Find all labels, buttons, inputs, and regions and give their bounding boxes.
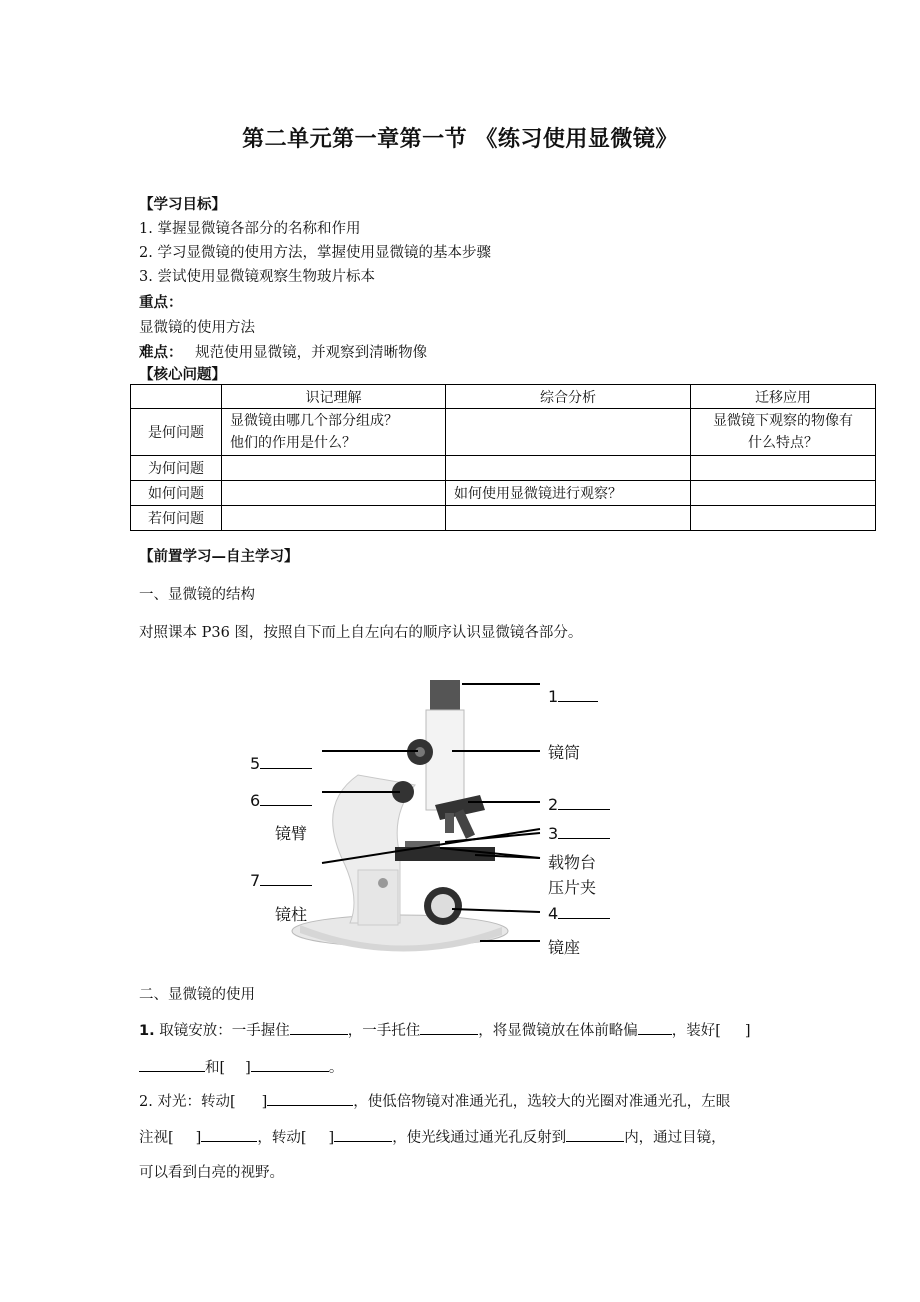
step-2-line-3: 可以看到白亮的视野。 (139, 1165, 284, 1181)
step-text: ] (328, 1130, 335, 1146)
table-row (131, 506, 876, 531)
blank-line (251, 1057, 329, 1072)
section-usage: 二、显微镜的使用 (139, 987, 255, 1003)
label-num: 7 (250, 871, 261, 890)
label-num: 1 (548, 687, 559, 706)
blank-line (558, 687, 598, 702)
label-num: 2 (548, 795, 559, 814)
step-text: 取镜安放：一手握住 (154, 1023, 290, 1039)
label-arm: 镜臂 (275, 824, 308, 843)
blank-line (558, 824, 610, 839)
cell-line: 他们的作用是什么？ (230, 435, 356, 451)
objective-lens (454, 809, 475, 839)
column-header: 迁移应用 (691, 385, 876, 409)
key-point-text: 显微镜的使用方法 (139, 320, 255, 336)
label-1 (548, 687, 598, 706)
label-tube: 镜筒 (548, 743, 581, 762)
step-num: 1. (139, 1023, 155, 1039)
objectives-heading: 【学习目标】 (139, 197, 226, 213)
table-cell (222, 481, 446, 506)
objective-item: 2. 学习显微镜的使用方法，掌握使用显微镜的基本步骤 (139, 245, 491, 261)
table-cell (691, 409, 876, 456)
step-text: ，转动[ (257, 1130, 307, 1146)
label-num: 4 (548, 904, 559, 923)
core-question-table (130, 384, 876, 531)
step-text: ，装好[ (671, 1023, 721, 1039)
blank-line (290, 1020, 348, 1035)
label-clip: 压片夹 (548, 878, 597, 897)
blank-line (260, 791, 312, 806)
step-text: 内，通过目镜， (624, 1130, 726, 1146)
step-1-line-2 (139, 1056, 343, 1077)
table-row (131, 409, 876, 456)
table-cell (446, 409, 691, 456)
difficulty-label: 难点： (139, 345, 183, 361)
label-3 (548, 824, 610, 843)
row-header: 如何问题 (131, 481, 222, 506)
label-7 (250, 871, 312, 890)
label-stage: 载物台 (548, 853, 597, 872)
label-num: 5 (250, 754, 261, 773)
instruction-text: 对照课本 P36 图，按照自下而上自左向右的顺序认识显微镜各部分。 (139, 625, 583, 641)
label-pillar: 镜柱 (275, 905, 308, 924)
blank-line (139, 1057, 205, 1072)
blank-line (334, 1127, 392, 1142)
label-num: 3 (548, 824, 559, 843)
row-header: 是何问题 (131, 409, 222, 456)
step-text: ，使光线通过通光孔反射到 (392, 1130, 567, 1146)
blank-line (558, 904, 610, 919)
page-title: 第二单元第一章第一节 《练习使用显微镜》 (242, 127, 678, 152)
column-header: 综合分析 (446, 385, 691, 409)
row-header: 若何问题 (131, 506, 222, 531)
label-num: 6 (250, 791, 261, 810)
core-heading: 【核心问题】 (139, 367, 226, 383)
table-cell (691, 506, 876, 531)
tube-shape (426, 710, 464, 810)
difficulty-row (139, 341, 427, 362)
label-2 (548, 795, 610, 814)
pillar-shape (358, 870, 398, 925)
step-text: 。 (328, 1060, 344, 1076)
step-text: ] (261, 1094, 268, 1110)
blank-line (566, 1127, 624, 1142)
step-text: ] (195, 1130, 202, 1146)
table-cell (446, 506, 691, 531)
blank-line (260, 871, 312, 886)
label-base: 镜座 (548, 938, 581, 957)
section-structure: 一、显微镜的结构 (139, 587, 255, 603)
blank-line (420, 1020, 478, 1035)
label-6 (250, 791, 312, 810)
table-cell (446, 456, 691, 481)
blank-line (558, 795, 610, 810)
pillar-screw (378, 878, 388, 888)
blank-line (638, 1020, 672, 1035)
label-5 (250, 754, 312, 773)
step-text: 注视[ (139, 1130, 174, 1146)
key-point-label: 重点： (139, 295, 183, 311)
step-2-line-1 (139, 1090, 730, 1111)
step-text: ] (744, 1023, 751, 1039)
difficulty-text: 规范使用显微镜，并观察到清晰物像 (195, 345, 428, 361)
objective-item: 3. 尝试使用显微镜观察生物玻片标本 (139, 269, 375, 285)
label-4 (548, 904, 610, 923)
mirror-glass (431, 894, 455, 918)
column-header: 识记理解 (222, 385, 446, 409)
cell-line: 显微镜由哪几个部分组成？ (230, 413, 398, 429)
step-text: ] (245, 1060, 251, 1076)
objective-item: 1. 掌握显微镜各部分的名称和作用 (139, 221, 361, 237)
step-text: ，一手托住 (347, 1023, 421, 1039)
eyepiece-shape (430, 680, 460, 712)
blank-line (260, 754, 312, 769)
pre-study-heading: 【前置学习—自主学习】 (139, 549, 299, 565)
objective-lens (445, 813, 454, 833)
table-row (131, 481, 876, 506)
cell-line: 显微镜下观察的物像有 (713, 413, 853, 429)
table-cell (691, 456, 876, 481)
table-cell (222, 506, 446, 531)
step-text: ，使低倍物镜对准通光孔，选较大的光圈对准通光孔，左眼 (353, 1094, 731, 1110)
step-text: ，将显微镜放在体前略偏 (478, 1023, 638, 1039)
step-text: 2. 对光：转动[ (139, 1094, 236, 1110)
step-text: 和[ (205, 1060, 226, 1076)
step-1-line-1 (139, 1019, 751, 1040)
blank-line (201, 1127, 257, 1142)
table-cell: 如何使用显微镜进行观察？ (446, 481, 691, 506)
table-cell (222, 456, 446, 481)
table-corner (131, 385, 222, 409)
table-cell (222, 409, 446, 456)
blank-line (267, 1091, 353, 1106)
table-cell (691, 481, 876, 506)
table-row (131, 456, 876, 481)
cell-line: 什么特点？ (748, 435, 818, 451)
step-2-line-2 (139, 1126, 726, 1147)
row-header: 为何问题 (131, 456, 222, 481)
